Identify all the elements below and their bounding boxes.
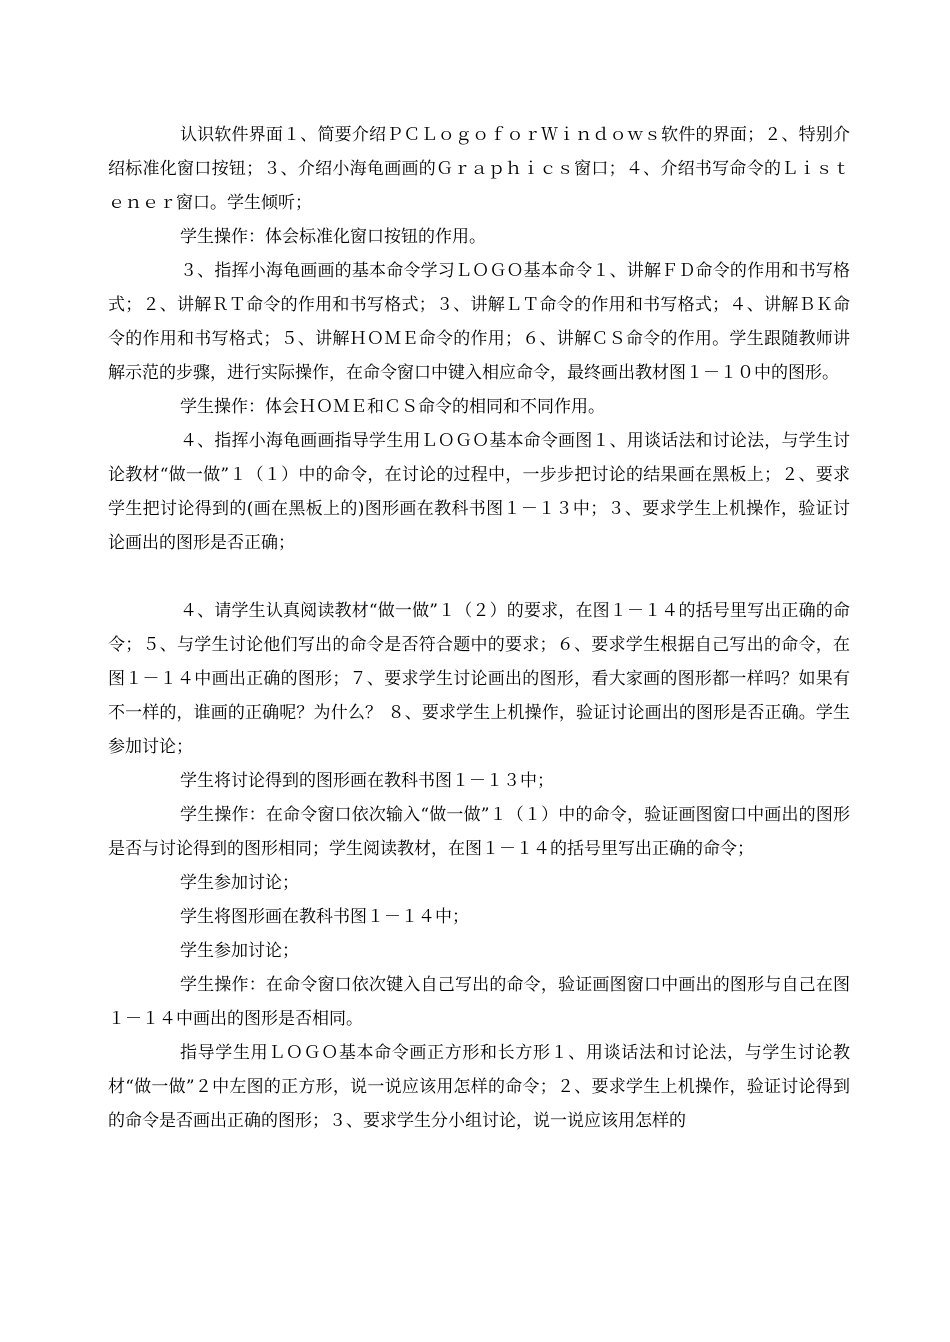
paragraph-draw-figure-1-14: 学生将图形画在教科书图１－１４中； xyxy=(180,907,469,927)
document-page xyxy=(108,118,850,1138)
paragraph-student-operation-home-cs: 学生操作：体会ＨＯＭＥ和ＣＳ命令的相同和不同作用。 xyxy=(180,397,605,417)
paragraph-join-discussion-2: 学生参加讨论； xyxy=(180,941,299,961)
paragraph-student-operation-verify: 学生操作：在命令窗口依次输入“做一做”１（１）中的命令，验证画图窗口中画出的图形是否与讨论得到的图形相同；学生阅读教材，在图１－１４的括号里写出正确的命令； xyxy=(108,805,850,859)
paragraph-draw-figure-1-13: 学生将讨论得到的图形画在教科书图１－１３中； xyxy=(180,771,554,791)
paragraph-student-operation-buttons: 学生操作：体会标准化窗口按钮的作用。 xyxy=(180,227,486,247)
paragraph-basic-commands: ３、指挥小海龟画画的基本命令学习ＬＯＧＯ基本命令１、讲解ＦＤ命令的作用和书写格式；２、讲解ＲＴ命令的作用和书写格式；３、讲解ＬＴ命令的作用和书写格式；４、讲解ＢＫ命令的作用和书写格式；５、讲解ＨＯＭＥ命令的作用；６、讲解ＣＳ命令的作用。学生跟随教师讲解示范的步骤，进行实际操作，在命令窗口中键入相应命令，最终画出教材图１－１０中的图形。 xyxy=(108,261,850,383)
paragraph-square-rectangle: 指导学生用ＬＯＧＯ基本命令画正方形和长方形１、用谈话法和讨论法，与学生讨论教材“做一做”２中左图的正方形，说一说应该用怎样的命令；２、要求学生上机操作，验证讨论得到的命令是否画出正确的图形；３、要求学生分小组讨论，说一说应该用怎样的 xyxy=(108,1043,850,1131)
paragraph-read-textbook: ４、请学生认真阅读教材“做一做”１（２）的要求，在图１－１４的括号里写出正确的命令；５、与学生讨论他们写出的命令是否符合题中的要求；６、要求学生根据自己写出的命令，在图１－１４中画出正确的图形；７、要求学生讨论画出的图形，看大家画的图形都一样吗？如果有不一样的，谁画的正确呢？为什么？ ８、要求学生上机操作，验证讨论画出的图形是否正确。学生参加讨论； xyxy=(108,601,850,757)
paragraph-join-discussion-1: 学生参加讨论； xyxy=(180,873,299,893)
paragraph-draw-with-commands: ４、指挥小海龟画画指导学生用ＬＯＧＯ基本命令画图１、用谈话法和讨论法，与学生讨论教材“做一做”１（１）中的命令，在讨论的过程中，一步步把讨论的结果画在黑板上；２、要求学生把讨论得到的(画在黑板上的)图形画在教科书图１－１３中；３、要求学生上机操作，验证讨论画出的图形是否正确； xyxy=(108,431,850,553)
blank-line xyxy=(108,560,850,594)
paragraph-student-operation-compare: 学生操作：在命令窗口依次键入自己写出的命令，验证画图窗口中画出的图形与自己在图１－１４中画出的图形是否相同。 xyxy=(108,975,850,1029)
paragraph-software-interface: 认识软件界面１、简要介绍ＰＣＬｏｇｏｆｏｒＷｉｎｄｏｗｓ软件的界面；２、特别介绍标准化窗口按钮；３、介绍小海龟画画的Ｇｒａｐｈｉｃｓ窗口；４、介绍书写命令的Ｌｉｓｔｅｎｅｒ窗口。学生倾听； xyxy=(108,125,850,213)
